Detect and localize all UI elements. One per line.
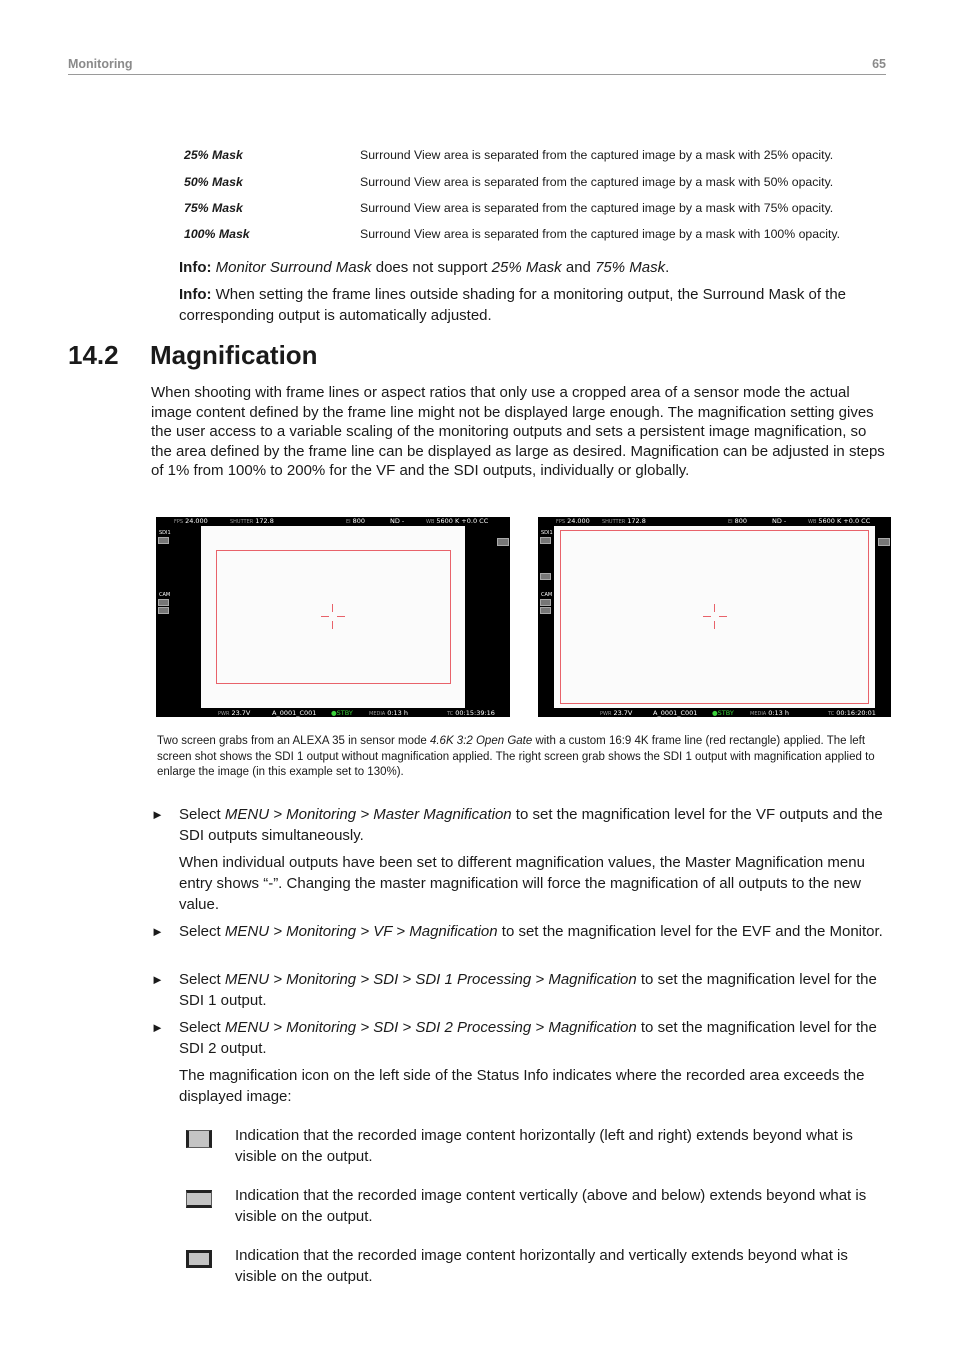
note-master-magnification: When individual outputs have been set to different magnification values, the Master Magnification menu entry shows “-”. Changing the master magnification will force the magnification of all outputs to the new value.: [179, 854, 865, 913]
step-vf-magnification: [179, 921, 885, 942]
menu-path: MENU > Monitoring > SDI > SDI 1 Processing > Magnification: [224, 971, 637, 988]
indication-both: Indication that the recorded image content horizontally and vertically extends beyond what is visible on the output.: [235, 1247, 848, 1285]
bullet-arrow: ►: [151, 807, 164, 822]
center-mark: [332, 621, 333, 629]
info-note-frame-lines: [179, 284, 885, 326]
info-term: Monitor Surround Mask: [215, 259, 372, 276]
info-label: Info:: [179, 286, 212, 303]
stat-label: MEDIA: [750, 711, 767, 717]
intro-paragraph: When shooting with frame lines or aspect ratios that only use a cropped area of a sensor mode the actual image content defined by the frame line might not be displayed large enough. The magnification setting gives the user access to a variable scaling of the monitoring outputs and sets a persistent image magnification, so the area defined by the frame line can be displayed as large as desired. Magnification can be adjusted in steps of 1% from 100% to 200% for the VF and the SDI outputs, individually or globally.: [151, 384, 885, 479]
stat-label: FPS: [174, 519, 184, 525]
stat-label: EI: [346, 519, 351, 525]
stat-value: 172.8: [627, 517, 646, 525]
info-label: Info:: [179, 259, 212, 276]
status-wb: [426, 517, 488, 526]
status-nd: ND -: [772, 517, 787, 525]
status-shutter: [602, 517, 646, 526]
stat-value: 800: [734, 517, 748, 525]
menu-path: MENU > Monitoring > VF > Magnification: [224, 923, 498, 940]
stat-label: WB: [426, 519, 435, 525]
info-text: does not support: [371, 259, 492, 276]
stat-value: 800: [352, 517, 366, 525]
figure-caption: [157, 734, 879, 781]
center-mark: [321, 616, 329, 617]
stat-label: SHUTTER: [230, 519, 254, 525]
mask-description: Surround View area is separated from the captured image by a mask with 75% opacity.: [360, 201, 834, 215]
bullet-arrow: ►: [151, 972, 164, 987]
vertical-extend-icon: [186, 1190, 212, 1208]
step-text: Select: [179, 1019, 225, 1036]
status-clip: A_0001_C001: [272, 709, 317, 717]
sdi-status-icon: [540, 537, 551, 544]
info-text: and: [561, 259, 596, 276]
mask-name: 25% Mask: [184, 148, 243, 162]
indication-vertical: Indication that the recorded image content vertically (above and below) extends beyond what is visible on the output.: [235, 1187, 867, 1225]
stat-label: PWR: [600, 711, 612, 717]
stat-value: 00:15:39:16: [455, 709, 495, 717]
center-mark: [332, 604, 333, 612]
stat-label: FPS: [556, 519, 566, 525]
section-heading: [68, 340, 318, 371]
stat-value: 172.8: [255, 517, 274, 525]
mask-description: Surround View area is separated from the captured image by a mask with 25% opacity.: [360, 148, 834, 162]
cam-status-icon: [158, 599, 169, 606]
frame-line-rectangle: [560, 530, 869, 704]
status-media: [750, 709, 789, 717]
stat-value: 24.000: [185, 517, 208, 525]
center-mark: [703, 616, 711, 617]
mask-name: 75% Mask: [184, 201, 243, 215]
cam-status-icon: [158, 607, 169, 614]
magnification-status-icon: [540, 573, 551, 580]
status-nd: ND -: [390, 517, 405, 525]
menu-path: MENU > Monitoring > Master Magnification: [224, 806, 512, 823]
cam-label: CAM: [541, 592, 553, 598]
info-note-surround-mask: [179, 257, 885, 278]
status-standby: ●STBY: [712, 709, 734, 717]
output-icon: [497, 538, 509, 546]
step-text: to set the magnification level for the VF outputs and the SDI outputs simultaneously.: [179, 806, 883, 844]
status-wb: [808, 517, 870, 526]
bullet-arrow: ►: [151, 924, 164, 939]
info-term: 75% Mask: [595, 259, 666, 276]
center-mark: [337, 616, 345, 617]
stat-value: 0:13 h: [387, 709, 409, 717]
center-mark: [714, 604, 715, 612]
info-term: 25% Mask: [491, 259, 562, 276]
info-text: .: [665, 259, 670, 276]
status-ei: [728, 517, 747, 526]
step-text: to set the magnification level for the SDI 2 output.: [179, 1019, 877, 1057]
status-power: [218, 709, 250, 717]
step-text: to set the magnification level for the EVF and the Monitor.: [497, 923, 883, 940]
stat-value: 24.000: [567, 517, 590, 525]
status-ei: [346, 517, 365, 526]
step-text: Select: [179, 923, 225, 940]
header-divider: [68, 74, 886, 75]
stat-value: 23.7V: [613, 709, 633, 717]
cam-label: CAM: [159, 592, 171, 598]
info-text: When setting the frame lines outside shading for a monitoring output, the Surround Mask of the corresponding output is automatically adjusted.: [179, 286, 847, 324]
stat-label: MEDIA: [369, 711, 386, 717]
step-master-magnification: [179, 804, 885, 846]
mask-name: 100% Mask: [184, 227, 250, 241]
status-fps: [556, 517, 590, 526]
note-magnification-icon: The magnification icon on the left side of the Status Info indicates where the recorded area exceeds the displayed image:: [179, 1067, 865, 1105]
sdi-status-icon: [158, 537, 169, 544]
status-timecode: [828, 709, 876, 717]
page-number: 65: [872, 57, 886, 71]
stat-value: 23.7V: [231, 709, 251, 717]
caption-text: Two screen grabs from an ALEXA 35 in sensor mode: [157, 735, 430, 747]
frame-line-rectangle: [216, 550, 451, 684]
status-timecode: [447, 709, 495, 717]
screen-grab-with-magnification: [538, 517, 891, 717]
stat-label: SHUTTER: [602, 519, 626, 525]
center-mark: [719, 616, 727, 617]
sdi-label: SDI1: [159, 530, 171, 536]
horizontal-extend-icon: [186, 1130, 212, 1148]
step-text: Select: [179, 971, 225, 988]
stat-value: 00:16:20:01: [836, 709, 876, 717]
status-fps: [174, 517, 208, 526]
section-title: Magnification: [150, 340, 318, 370]
status-media: [369, 709, 408, 717]
caption-term: 4.6K 3:2 Open Gate: [429, 735, 533, 747]
status-power: [600, 709, 632, 717]
stat-value: 0:13 h: [768, 709, 790, 717]
indication-horizontal: Indication that the recorded image content horizontally (left and right) extends beyond what is visible on the output.: [235, 1127, 853, 1165]
cam-status-icon: [540, 599, 551, 606]
step-text: Select: [179, 806, 225, 823]
stat-label: PWR: [218, 711, 230, 717]
step-sdi2-magnification: [179, 1017, 885, 1059]
step-text: to set the magnification level for the SDI 1 output.: [179, 971, 877, 1009]
menu-path: MENU > Monitoring > SDI > SDI 2 Processing > Magnification: [224, 1019, 637, 1036]
status-standby: ●STBY: [331, 709, 353, 717]
mask-description: Surround View area is separated from the captured image by a mask with 100% opacity.: [360, 227, 841, 241]
status-shutter: [230, 517, 274, 526]
screen-grab-without-magnification: [156, 517, 510, 717]
caption-text: with a custom 16:9 4K frame line (red rectangle) applied. The left screen shot shows the SDI 1 output without magnification applied. The right screen grab shows the SDI 1 output with magnification applied to enlarge the image (in this example set to 130%).: [157, 735, 875, 778]
cam-status-icon: [540, 607, 551, 614]
mask-name: 50% Mask: [184, 175, 243, 189]
stat-value: 5600 K +0.0 CC: [818, 517, 871, 525]
step-sdi1-magnification: [179, 969, 885, 1011]
mask-description: Surround View area is separated from the captured image by a mask with 50% opacity.: [360, 175, 834, 189]
both-extend-icon: [186, 1250, 212, 1268]
section-number: 14.2: [68, 340, 119, 370]
stat-label: TC: [828, 711, 835, 717]
bullet-arrow: ►: [151, 1020, 164, 1035]
status-clip: A_0001_C001: [653, 709, 698, 717]
output-icon: [878, 538, 890, 546]
stat-label: WB: [808, 519, 817, 525]
stat-label: EI: [728, 519, 733, 525]
center-mark: [714, 621, 715, 629]
running-header-section: Monitoring: [68, 57, 133, 71]
sdi-label: SDI1: [541, 530, 553, 536]
stat-label: TC: [447, 711, 454, 717]
stat-value: 5600 K +0.0 CC: [436, 517, 489, 525]
